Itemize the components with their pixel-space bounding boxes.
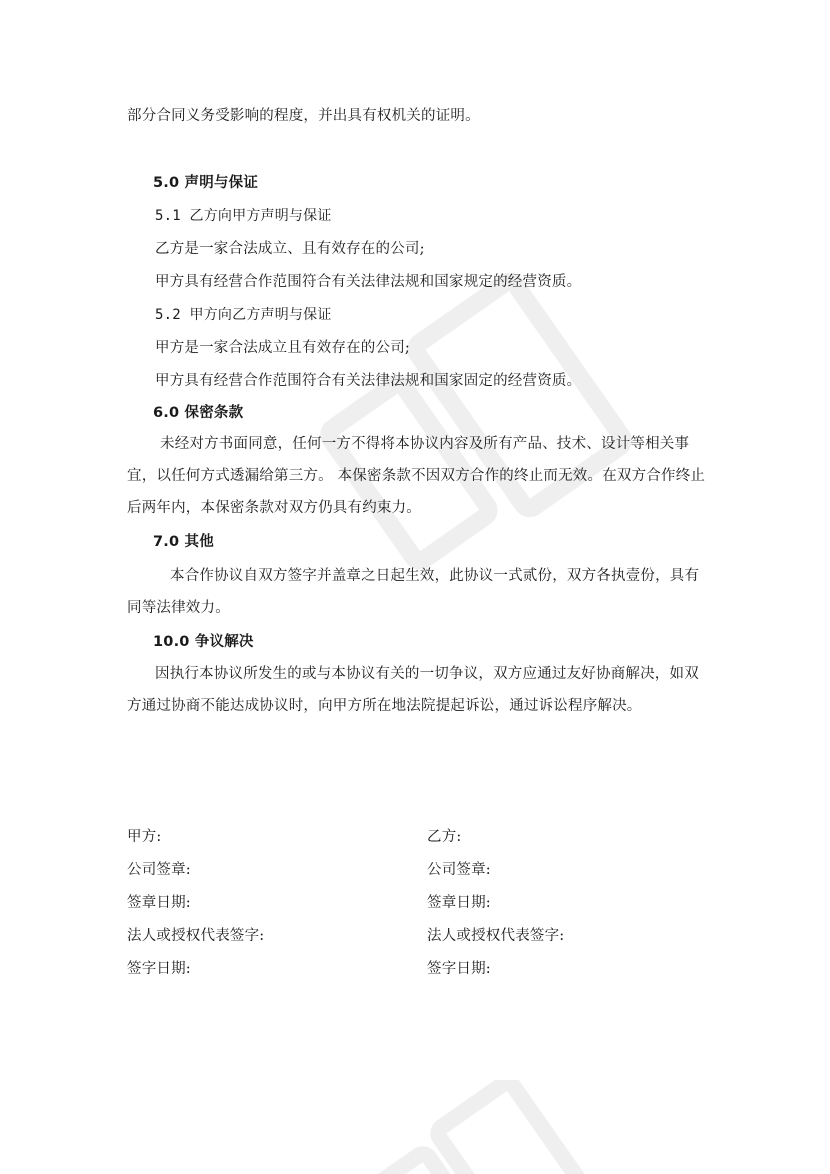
section-5-1-line-2: 甲方具有经营合作范围符合有关法律法规和国家规定的经营资质。 [155,274,582,290]
section-7-line-2: 同等法律效力。 [127,600,230,616]
section-10-line-2: 方通过协商不能达成协议时，向甲方所在地法院提起诉讼，通过诉讼程序解决。 [127,698,642,714]
section-5-2-title: 5.2 甲方向乙方声明与保证 [155,307,332,323]
section-7-title: 7.0 其他 [153,534,214,550]
party-a-seal-date-label: 签章日期: [127,895,191,911]
party-a-seal-label: 公司签章: [127,862,191,878]
party-b-sign-date-label: 签字日期: [427,961,491,977]
section-5-2-line-2: 甲方具有经营合作范围符合有关法律法规和国家固定的经营资质。 [155,373,582,389]
section-6-line-3: 后两年内，本保密条款对双方仍具有约束力。 [127,500,421,516]
section-6-line-2: 宜，以任何方式透漏给第三方。 本保密条款不因双方合作的终止而无效。在双方合作终止 [127,468,706,484]
section-5-title: 5.0 声明与保证 [153,175,259,191]
party-b-rep-label: 法人或授权代表签字: [427,928,565,944]
party-a-label: 甲方: [127,829,162,845]
section-7-line-1: 本合作协议自双方签字并盖章之日起生效，此协议一式贰份，双方各执壹份，具有 [170,568,700,584]
section-10-line-1: 因执行本协议所发生的或与本协议有关的一切争议，双方应通过友好协商解决，如双 [155,666,699,682]
party-b-seal-label: 公司签章: [427,862,491,878]
section-10-title: 10.0 争议解决 [153,634,254,650]
section-6-line-1: 未经对方书面同意，任何一方不得将本协议内容及所有产品、技术、设计等相关事 [160,436,690,452]
party-a-rep-label: 法人或授权代表签字: [127,928,265,944]
watermark-logo-bottom [300,1080,600,1174]
continuation-text: 部分合同义务受影响的程度，并出具有权机关的证明。 [127,108,480,124]
section-5-2-line-1: 甲方是一家合法成立且有效存在的公司; [155,340,410,356]
section-5-1-line-1: 乙方是一家合法成立、且有效存在的公司; [155,241,425,257]
section-5-1-title: 5.1 乙方向甲方声明与保证 [155,208,332,224]
party-b-seal-date-label: 签章日期: [427,895,491,911]
party-a-sign-date-label: 签字日期: [127,961,191,977]
party-b-label: 乙方: [427,829,462,845]
section-6-title: 6.0 保密条款 [153,405,244,421]
